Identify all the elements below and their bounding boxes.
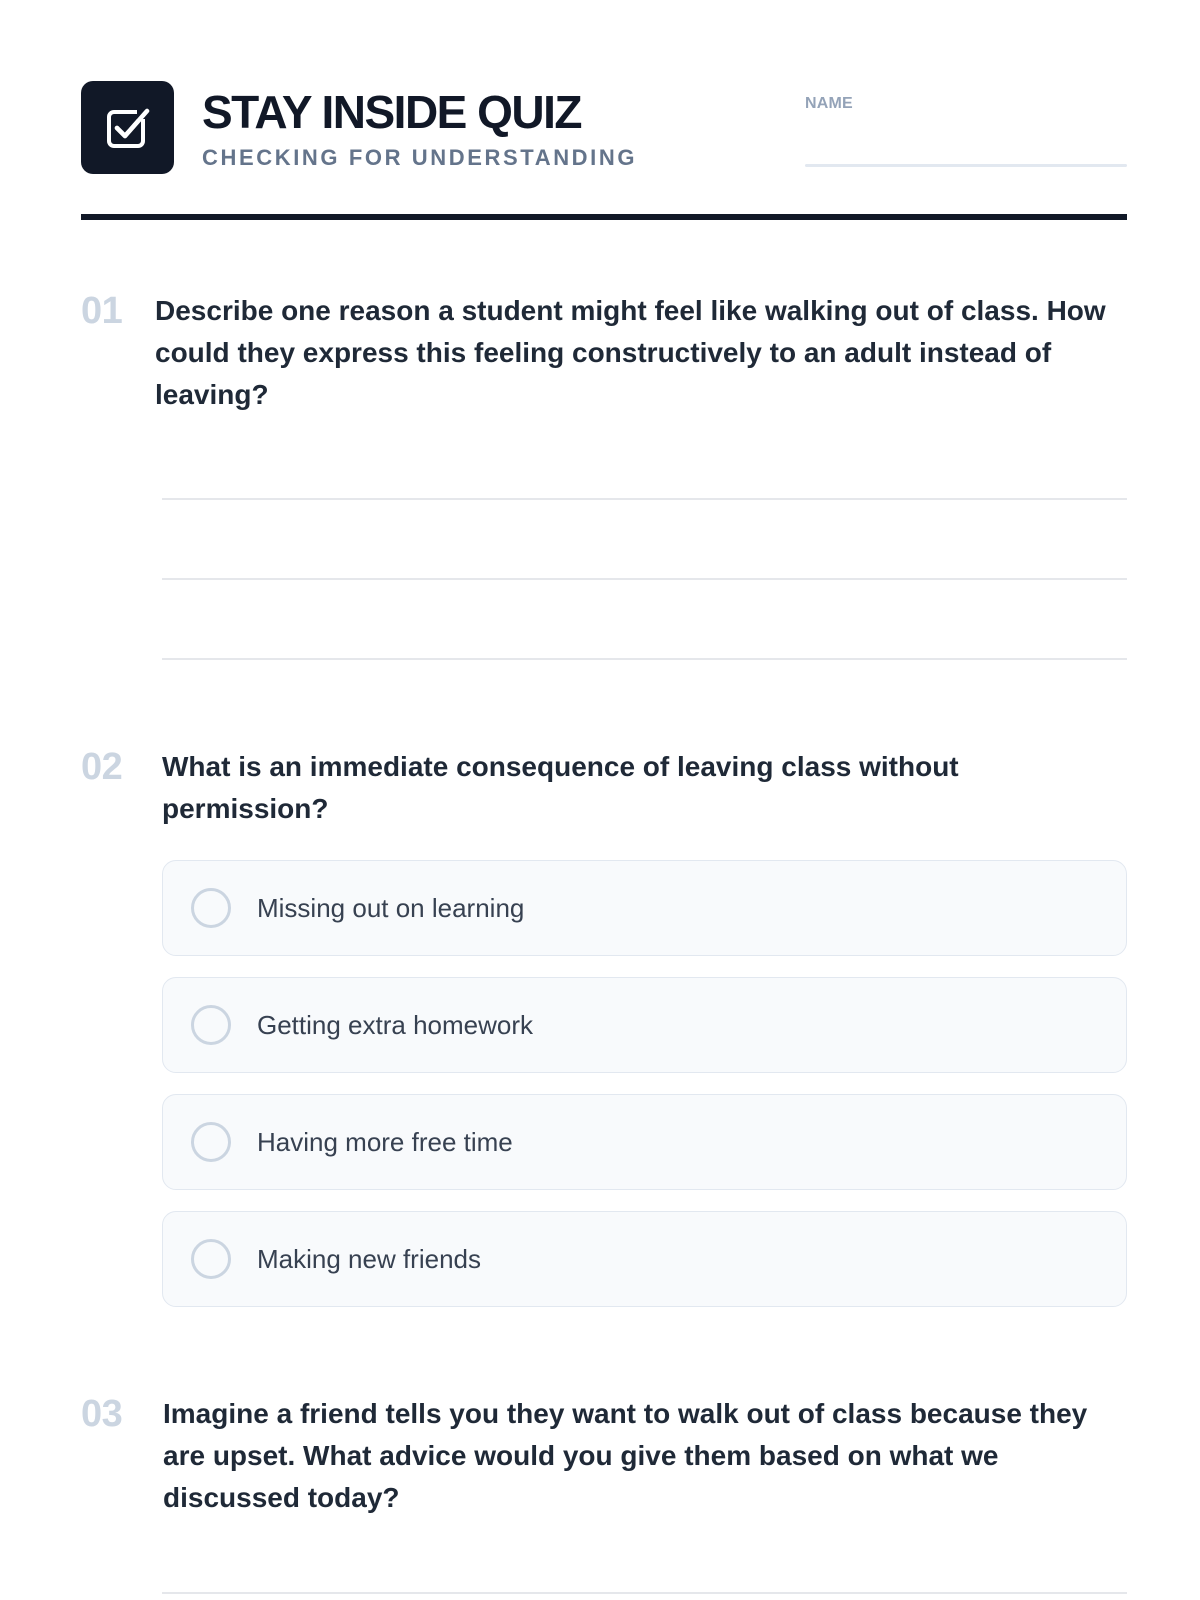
- option-label: Getting extra homework: [257, 1009, 534, 1040]
- option-label: Missing out on learning: [257, 892, 525, 923]
- question-text: What is an immediate consequence of leaving class without permission?: [162, 751, 959, 824]
- answer-line[interactable]: [162, 658, 1127, 660]
- question-text: Imagine a friend tells you they want to walk out of class because they are upset. What advice would you give them based on what we discussed today?: [163, 1398, 1088, 1513]
- checkbox-icon: [81, 81, 174, 174]
- question-number: 01: [81, 290, 123, 332]
- answer-option[interactable]: [162, 1094, 1127, 1190]
- option-label: Making new friends: [257, 1243, 481, 1274]
- answer-option[interactable]: [162, 977, 1127, 1073]
- option-label: Having more free time: [257, 1126, 513, 1157]
- question-2: [81, 746, 1127, 830]
- question-3: [81, 1393, 1127, 1519]
- question-number: 02: [81, 746, 123, 788]
- name-label: NAME: [805, 95, 853, 112]
- question-number: 03: [81, 1393, 123, 1435]
- quiz-subtitle: CHECKING FOR UNDERSTANDING: [202, 145, 638, 170]
- header-divider: [81, 214, 1127, 220]
- answer-line[interactable]: [162, 498, 1127, 500]
- answer-option[interactable]: [162, 1211, 1127, 1307]
- name-field[interactable]: [805, 164, 1127, 167]
- answer-option[interactable]: [162, 860, 1127, 956]
- answer-line[interactable]: [162, 578, 1127, 580]
- radio-button[interactable]: [191, 888, 231, 928]
- answer-line[interactable]: [162, 1592, 1127, 1594]
- question-text: Describe one reason a student might feel like walking out of class. How could they express this feeling constructively to an adult instead of leaving?: [155, 295, 1106, 410]
- quiz-header: [81, 0, 1119, 220]
- question-1: [81, 290, 1127, 416]
- quiz-title: STAY INSIDE QUIZ: [202, 86, 582, 138]
- radio-button[interactable]: [191, 1122, 231, 1162]
- radio-button[interactable]: [191, 1239, 231, 1279]
- radio-button[interactable]: [191, 1005, 231, 1045]
